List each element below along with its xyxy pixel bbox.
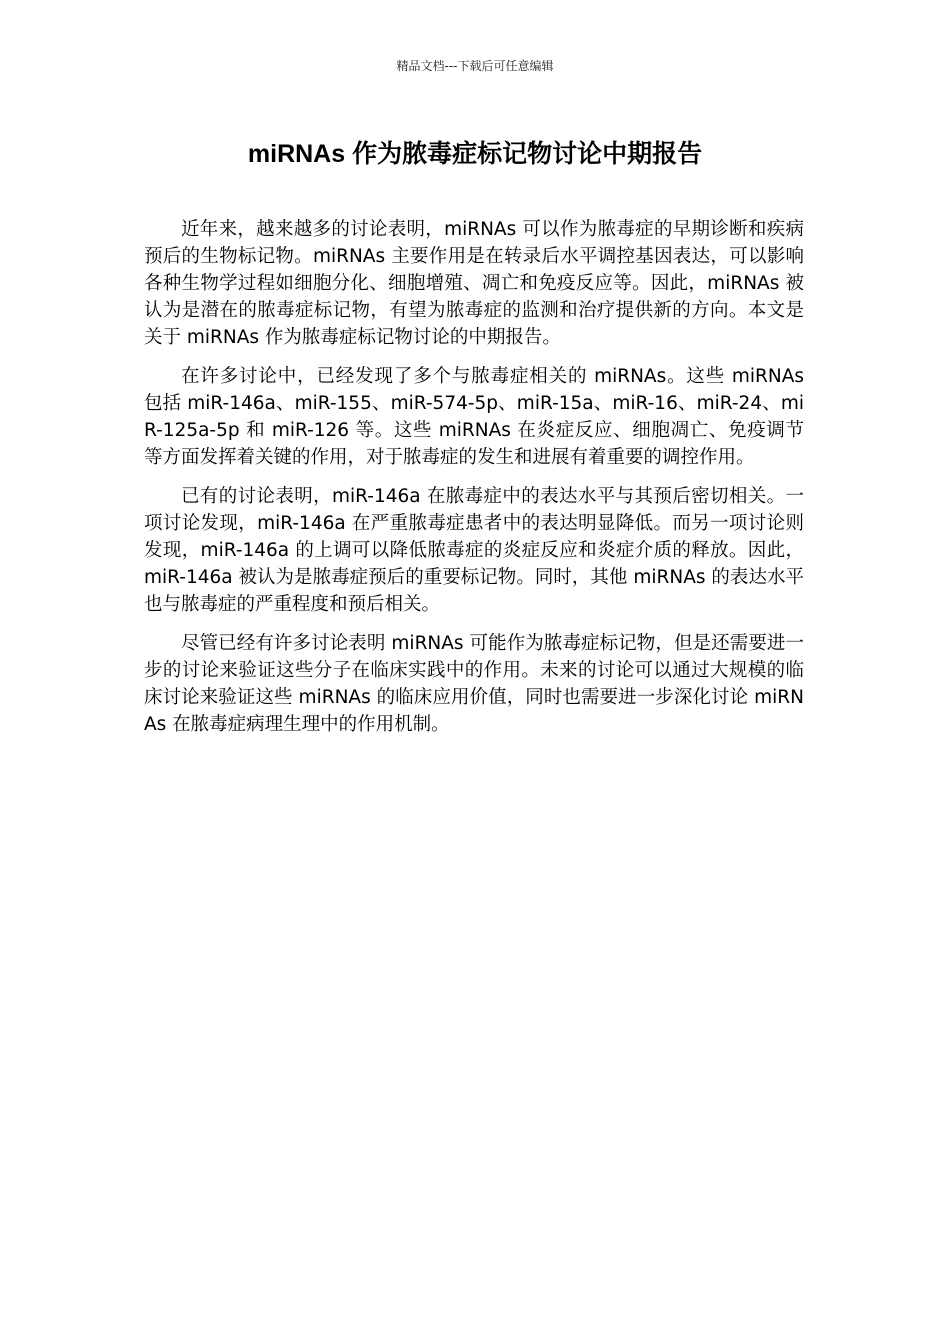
document-body: [144, 216, 804, 750]
paragraph-4: 尽管已经有许多讨论表明 miRNAs 可能作为脓毒症标记物，但是还需要进一步的讨论来验证这些分子在临床实践中的作用。未来的讨论可以通过大规模的临床讨论来验证这些 miRNAs 的临床应用价值，同时也需要进一步深化讨论 miRNAs 在脓毒症病理生理中的作用机制。: [144, 633, 804, 735]
document-title: miRNAs 作为脓毒症标记物讨论中期报告: [247, 140, 703, 168]
header-note: 精品文档---下载后可任意编辑: [396, 59, 554, 73]
paragraph-1: 近年来，越来越多的讨论表明，miRNAs 可以作为脓毒症的早期诊断和疾病预后的生物标记物。miRNAs 主要作用是在转录后水平调控基因表达，可以影响各种生物学过程如细胞分化、细胞增殖、凋亡和免疫反应等。因此，miRNAs 被认为是潜在的脓毒症标记物，有望为脓毒症的监测和治疗提供新的方向。本文是关于 miRNAs 作为脓毒症标记物讨论的中期报告。: [144, 219, 804, 348]
paragraph-3: 已有的讨论表明，miR-146a 在脓毒症中的表达水平与其预后密切相关。一项讨论发现，miR-146a 在严重脓毒症患者中的表达明显降低。而另一项讨论则发现，miR-146a 的上调可以降低脓毒症的炎症反应和炎症介质的释放。因此，miR-146a 被认为是脓毒症预后的重要标记物。同时，其他 miRNAs 的表达水平也与脓毒症的严重程度和预后相关。: [144, 486, 804, 615]
paragraph-2: 在许多讨论中，已经发现了多个与脓毒症相关的 miRNAs。这些 miRNAs 包括 miR-146a、miR-155、miR-574-5p、miR-15a、miR-16、miR-24、miR-125a-5p 和 miR-126 等。这些 miRNAs 在炎症反应、细胞凋亡、免疫调节等方面发挥着关键的作用，对于脓毒症的发生和进展有着重要的调控作用。: [144, 366, 804, 468]
